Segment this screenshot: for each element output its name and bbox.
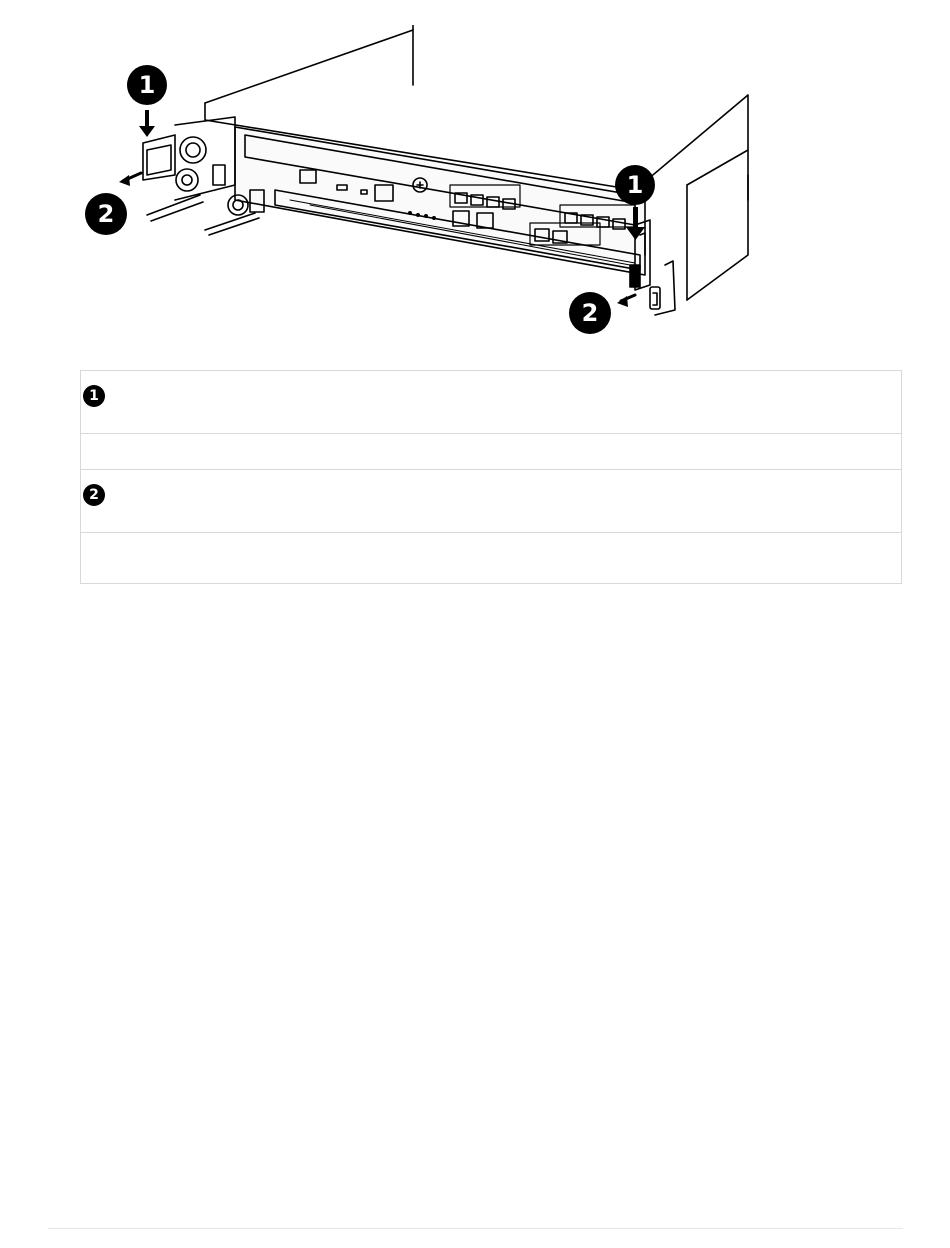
figure-callout-1-left: 1 — [127, 65, 167, 105]
legend-row — [81, 371, 902, 434]
chassis-side — [687, 150, 748, 300]
footer-divider — [48, 1228, 903, 1229]
callout-legend-table — [80, 370, 902, 584]
figure-callout-2-left: 2 — [85, 193, 127, 235]
push-down-arrow-left — [139, 110, 155, 137]
pull-out-arrow-left — [119, 173, 141, 186]
controller-module-illustration — [75, 25, 765, 345]
legend-cell — [81, 470, 902, 533]
legend-row — [81, 434, 902, 470]
legend-cell — [81, 371, 902, 434]
controller-faceplate — [235, 127, 645, 275]
callout-badge-2: 2 — [83, 484, 105, 506]
pull-out-arrow-right — [617, 295, 635, 307]
callout-badge-1: 1 — [83, 385, 105, 407]
figure-callout-2-right: 2 — [569, 292, 611, 334]
legend-cell — [81, 434, 902, 470]
legend-row — [81, 533, 902, 584]
legend-cell — [81, 533, 902, 584]
figure-callout-1-right: 1 — [615, 165, 655, 205]
legend-row — [81, 470, 902, 533]
